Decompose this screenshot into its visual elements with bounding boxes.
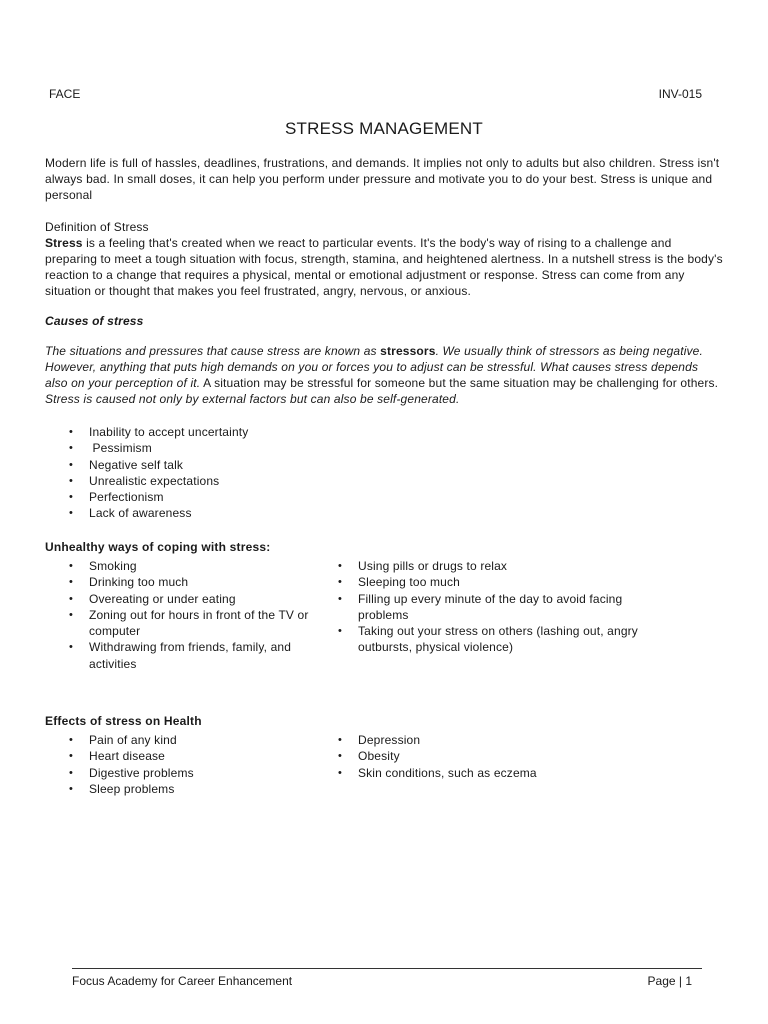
intro-paragraph xyxy=(45,155,723,203)
page-title: STRESS MANAGEMENT xyxy=(285,119,483,138)
definition-paragraph xyxy=(45,235,723,299)
list-item: • Heart disease xyxy=(67,748,317,764)
intro-text: Modern life is full of hassles, deadlines, frustrations, and demands. It implies not only to adults but also children. Stress isn't always bad. In small doses, it can help you perform under pressure and motivate you to do your best. Stress is unique and personal xyxy=(45,156,720,202)
footer-divider xyxy=(72,968,702,969)
unhealthy-list-left xyxy=(67,558,317,672)
definition-text: is a feeling that's created when we react to particular events. It's the body's way of rising to a challenge and preparing to meet a tough situation with focus, strength, stamina, and heightened alertness. In a nutshell stress is the body's reaction to a change that requires a physical, mental or emotional adjustment or response. Stress can come from any situation or thought that makes you feel frustrated, angry, nervous, or anxious. xyxy=(45,236,723,298)
list-item: • Filling up every minute of the day to avoid facing problems xyxy=(336,591,656,624)
list-item: • Sleeping too much xyxy=(336,574,656,590)
list-item: • Overeating or under eating xyxy=(67,591,317,607)
causes-text-1: The situations and pressures that cause stress are known as xyxy=(45,344,381,358)
list-item: • Negative self talk xyxy=(67,457,367,473)
list-item: • Sleep problems xyxy=(67,781,317,797)
effects-list-left xyxy=(67,732,317,797)
effects-heading: Effects of stress on Health xyxy=(45,714,202,728)
list-item: • Using pills or drugs to relax xyxy=(336,558,656,574)
list-item: • Inability to accept uncertainty xyxy=(67,424,367,440)
list-item: • Lack of awareness xyxy=(67,505,367,521)
list-item: • Skin conditions, such as eczema xyxy=(336,765,656,781)
list-item: • Depression xyxy=(336,732,656,748)
definition-heading: Definition of Stress xyxy=(45,220,149,234)
causes-paragraph xyxy=(45,343,723,407)
list-item: • Unrealistic expectations xyxy=(67,473,367,489)
footer-organization: Focus Academy for Career Enhancement xyxy=(72,974,293,988)
list-item: • Pessimism xyxy=(67,440,367,456)
definition-section xyxy=(45,219,723,299)
unhealthy-heading: Unhealthy ways of coping with stress: xyxy=(45,540,271,554)
header-left: FACE xyxy=(49,87,81,101)
causes-text-3: A situation may be stressful for someone but the same situation may be challenging for others. xyxy=(200,376,719,390)
causes-text-2: . We usually think of stressors as being negative. However, anything that puts high demands on you or forces you to adjust can be stressful. What causes stress depends also on your perception of it. xyxy=(45,344,703,390)
list-item: • Drinking too much xyxy=(67,574,317,590)
definition-term: Stress xyxy=(45,236,83,250)
page-number: Page | 1 xyxy=(647,974,692,988)
causes-stressors: stressors xyxy=(380,344,436,358)
header-right: INV-015 xyxy=(658,87,702,101)
list-item: • Zoning out for hours in front of the TV or computer xyxy=(67,607,317,640)
unhealthy-list-right xyxy=(336,558,656,656)
causes-heading: Causes of stress xyxy=(45,314,144,328)
list-item: • Digestive problems xyxy=(67,765,317,781)
effects-list-right xyxy=(336,732,656,781)
causes-text-4: Stress is caused not only by external factors but can also be self-generated. xyxy=(45,392,460,406)
list-item: • Taking out your stress on others (lashing out, angry outbursts, physical violence) xyxy=(336,623,656,656)
list-item: • Withdrawing from friends, family, and activities xyxy=(67,639,317,672)
list-item: • Pain of any kind xyxy=(67,732,317,748)
causes-list xyxy=(67,424,367,522)
list-item: • Perfectionism xyxy=(67,489,367,505)
list-item: • Smoking xyxy=(67,558,317,574)
list-item: • Obesity xyxy=(336,748,656,764)
